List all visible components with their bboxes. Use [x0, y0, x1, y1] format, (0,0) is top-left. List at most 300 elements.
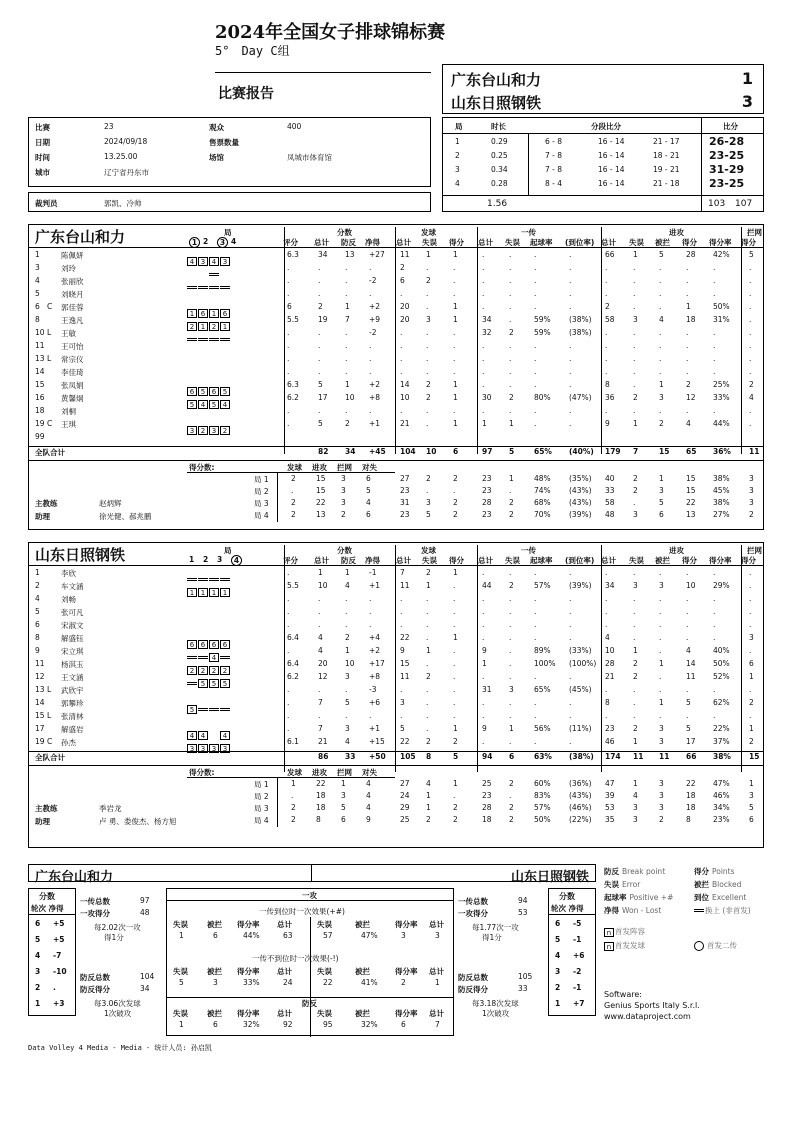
- player-number: 10: [35, 328, 45, 337]
- rotation-net: .: [53, 983, 56, 992]
- stat-ab: .: [659, 607, 662, 616]
- rotation-number: 3: [35, 967, 41, 976]
- stat-wl: +2: [369, 380, 381, 389]
- perset-bk: 1: [749, 779, 754, 788]
- perset-count: 4: [366, 803, 371, 812]
- center-value: 95: [323, 1020, 333, 1029]
- stat-rpos: .: [534, 633, 537, 642]
- total-at: 179: [605, 447, 621, 456]
- perset-ap: 15: [686, 486, 696, 495]
- stat-apc: .: [713, 568, 716, 577]
- stat-ap: .: [686, 276, 689, 285]
- stat-ae: 1: [633, 250, 638, 259]
- side-value: 34: [140, 984, 150, 993]
- total-se: 10: [426, 447, 437, 456]
- perset-rule: [29, 765, 763, 766]
- perset-count: 13: [316, 510, 326, 519]
- perset-count: 6: [366, 510, 371, 519]
- stat-re: .: [509, 250, 512, 259]
- stat-rpos: .: [534, 594, 537, 603]
- stat-bp: .: [345, 607, 348, 616]
- stat-bp: 5: [345, 698, 350, 707]
- set-partial-1: 8 - 4: [545, 179, 563, 188]
- legend-item: [694, 892, 746, 903]
- stat-v: 6.4: [287, 659, 299, 668]
- center-value: 41%: [361, 978, 378, 987]
- center-value: 32%: [361, 1020, 378, 1029]
- score-sets-a: 1: [741, 69, 753, 88]
- player-number: 18: [35, 406, 45, 415]
- set-partial-2: 16 - 14: [598, 137, 625, 146]
- rotation-title: 分数: [559, 892, 575, 901]
- total-tot: 86: [318, 752, 329, 761]
- perset-ae: 3: [633, 510, 638, 519]
- stat-se: .: [426, 354, 429, 363]
- stat-ap: 2: [686, 380, 691, 389]
- perset-rt: 23: [482, 791, 492, 800]
- side-value: 97: [140, 896, 150, 905]
- stat-ab: .: [659, 711, 662, 720]
- stat-bk: .: [749, 607, 752, 616]
- center-value: 1: [435, 978, 440, 987]
- center-col-head: 总计: [429, 1009, 444, 1018]
- label-spectators: 观众: [209, 123, 224, 132]
- stat-rpos: 100%: [534, 659, 556, 668]
- stat-ab: 1: [659, 659, 664, 668]
- perset-apc: 34%: [713, 803, 730, 812]
- set-col-num: 2: [203, 237, 209, 246]
- perset-set: 局 4: [254, 816, 269, 825]
- player-row: [29, 737, 763, 753]
- set-start-position: 6: [198, 640, 208, 649]
- stat-ap: 5: [686, 698, 691, 707]
- player-name: 车文涵: [61, 582, 84, 591]
- stat-se: .: [426, 620, 429, 629]
- legend-item: [604, 866, 665, 877]
- player-number: 5: [35, 289, 40, 298]
- col-header: 总计: [314, 238, 329, 247]
- perset-count: 9: [366, 815, 371, 824]
- legend-item: [604, 879, 640, 890]
- stat-rt: .: [482, 568, 485, 577]
- legend-value: Excellent: [712, 893, 747, 902]
- stat-se: 2: [426, 568, 431, 577]
- stat-ab: .: [659, 672, 662, 681]
- perset-ae: 1: [633, 779, 638, 788]
- center-value: 22: [323, 978, 333, 987]
- total-ap: 66: [686, 752, 697, 761]
- perset-at: 47: [605, 779, 615, 788]
- stat-wl: .: [369, 620, 372, 629]
- stat-bk: .: [749, 367, 752, 376]
- player-row: [29, 328, 763, 341]
- stat-tot: .: [318, 263, 321, 272]
- stat-ab: .: [659, 289, 662, 298]
- player-row: [29, 406, 763, 419]
- stat-apc: 37%: [713, 737, 730, 746]
- summary-team-b: 山东日照钢铁: [510, 870, 589, 885]
- stat-v: .: [287, 328, 290, 337]
- col-header: 净得: [365, 556, 380, 565]
- perset-set: 局 3: [254, 804, 269, 813]
- set-duration: 0.29: [491, 137, 508, 146]
- stat-bp: .: [345, 289, 348, 298]
- stat-ae: .: [633, 380, 636, 389]
- stat-wl: -1: [369, 568, 377, 577]
- perset-rpos: 74%: [534, 486, 551, 495]
- stat-wl: +8: [369, 393, 381, 402]
- stat-v: 6.4: [287, 633, 299, 642]
- set-duration: 0.28: [491, 179, 508, 188]
- total-re: 5: [509, 447, 515, 456]
- stat-apc: 25%: [713, 380, 730, 389]
- perset-rt: 23: [482, 510, 492, 519]
- set-start-position: 2: [198, 666, 208, 675]
- stat-se: .: [426, 263, 429, 272]
- center-col-head: 总计: [277, 1009, 292, 1018]
- perset-rpos: 50%: [534, 815, 551, 824]
- total-bk: 11: [749, 447, 760, 456]
- player-number: 6: [35, 302, 40, 311]
- legend-key: 被拦: [694, 880, 709, 889]
- center-col-head: 得分率: [237, 1009, 260, 1018]
- perset-col-head: 进攻: [312, 463, 327, 472]
- stat-ap: .: [686, 633, 689, 642]
- perset-rexc: (22%): [569, 815, 592, 824]
- stat-bk: .: [749, 328, 752, 337]
- stat-st: 22: [400, 737, 410, 746]
- stat-st: 7: [400, 568, 405, 577]
- legend-circle-icon: [694, 941, 704, 951]
- col-header: 失误: [422, 238, 437, 247]
- perset-apc: 38%: [713, 498, 730, 507]
- group-header: 进攻: [669, 228, 684, 237]
- perset-re: 2: [509, 803, 514, 812]
- center-col-head: 被拦: [207, 920, 222, 929]
- perset-se: 1: [426, 791, 431, 800]
- stat-re: .: [509, 341, 512, 350]
- software-line: www.dataproject.com: [604, 1012, 691, 1021]
- set-start-position: 1: [187, 309, 197, 318]
- stat-st: .: [400, 607, 403, 616]
- center-value: 7: [435, 1020, 440, 1029]
- value-time: 13.25.00: [104, 152, 138, 161]
- perset-count: 4: [366, 791, 371, 800]
- perset-ap: 15: [686, 474, 696, 483]
- set-col-num: 4: [231, 237, 237, 246]
- stat-st: 3: [400, 698, 405, 707]
- stat-at: 58: [605, 315, 615, 324]
- stat-wl: +2: [369, 302, 381, 311]
- player-row: [29, 380, 763, 396]
- rotation-number: 2: [555, 983, 561, 992]
- stat-sp: 1: [453, 393, 458, 402]
- col-header: 失误: [505, 556, 520, 565]
- set-num: 1: [455, 137, 460, 146]
- set-start-position: 1: [209, 309, 219, 318]
- side-value: 53: [518, 908, 528, 917]
- perset-re: 2: [509, 498, 514, 507]
- stat-rt: .: [482, 276, 485, 285]
- stat-v: .: [287, 568, 290, 577]
- stat-v: 6.2: [287, 672, 299, 681]
- center-col-head: 总计: [429, 920, 444, 929]
- sets-table: [442, 117, 764, 212]
- stat-ab: .: [659, 620, 662, 629]
- stat-apc: .: [713, 341, 716, 350]
- stat-st: 2: [400, 263, 405, 272]
- perset-st: 23: [400, 510, 410, 519]
- stat-wl: .: [369, 354, 372, 363]
- center-value: 44%: [243, 931, 260, 940]
- stat-ae: 3: [633, 581, 638, 590]
- side-note: 得1分: [104, 933, 124, 942]
- stat-re: 2: [509, 581, 514, 590]
- stat-se: .: [426, 367, 429, 376]
- legend-dash-icon: [694, 909, 704, 913]
- stat-rt: .: [482, 263, 485, 272]
- stat-wl: +4: [369, 633, 381, 642]
- player-name: 张清林: [61, 712, 84, 721]
- stat-bp: .: [345, 594, 348, 603]
- stat-rexc: (33%): [569, 646, 592, 655]
- player-row: [29, 607, 763, 620]
- stat-bp: 1: [345, 568, 350, 577]
- stat-v: .: [287, 341, 290, 350]
- stat-ae: .: [633, 698, 636, 707]
- stat-rexc: .: [569, 594, 572, 603]
- stat-bp: .: [345, 328, 348, 337]
- set-start-position: 5: [209, 400, 219, 409]
- set-start-position: 6: [198, 309, 208, 318]
- stat-rexc: .: [569, 380, 572, 389]
- side-label: 防反得分: [458, 985, 488, 994]
- perset-st: 29: [400, 803, 410, 812]
- group-header: 局: [224, 546, 232, 555]
- player-row: [29, 393, 763, 409]
- set-start-position: 4: [220, 731, 230, 740]
- stat-ap: .: [686, 568, 689, 577]
- set-partial-2: 16 - 14: [598, 165, 625, 174]
- set-start-position: 5: [198, 679, 208, 688]
- legend-item: [694, 879, 741, 890]
- stat-apc: .: [713, 354, 716, 363]
- stat-rpos: .: [534, 250, 537, 259]
- set-col-num: 3: [217, 237, 228, 248]
- stat-bk: .: [749, 685, 752, 694]
- perset-st: 27: [400, 779, 410, 788]
- stat-re: 1: [509, 419, 514, 428]
- stat-v: .: [287, 367, 290, 376]
- player-number: 15: [35, 380, 45, 389]
- perset-divider: [277, 472, 278, 522]
- player-name: 宋立琪: [61, 647, 84, 656]
- stat-wl: .: [369, 341, 372, 350]
- stat-apc: .: [713, 685, 716, 694]
- col-header: 净得: [365, 238, 380, 247]
- stat-ab: 1: [659, 698, 664, 707]
- stat-bp: .: [345, 354, 348, 363]
- stat-at: .: [605, 367, 608, 376]
- coach-label: 主教练: [35, 499, 58, 508]
- total-apc: 36%: [713, 447, 731, 456]
- set-num: 2: [455, 151, 460, 160]
- stat-re: 2: [509, 393, 514, 402]
- perset-ab: 3: [659, 779, 664, 788]
- player-name: 刘晓月: [61, 290, 84, 299]
- center-value: 3: [213, 978, 218, 987]
- software-line: Software:: [604, 990, 642, 999]
- rotation-box: [548, 888, 596, 1016]
- stat-bp: .: [345, 620, 348, 629]
- stat-bk: .: [749, 354, 752, 363]
- center-col-head: 失误: [173, 1009, 188, 1018]
- stat-rt: 30: [482, 393, 492, 402]
- center-col-head: 失误: [317, 967, 332, 976]
- total-label: 全队合计: [35, 448, 65, 457]
- set-start-position: 2: [187, 666, 197, 675]
- perset-count: 2: [341, 510, 346, 519]
- stat-bp: 4: [345, 737, 350, 746]
- col-header: 得分率: [709, 556, 732, 565]
- stat-ab: .: [659, 328, 662, 337]
- perset-ap: 22: [686, 779, 696, 788]
- perset-rpos: 83%: [534, 791, 551, 800]
- set-start-position: 2: [198, 426, 208, 435]
- stat-at: .: [605, 354, 608, 363]
- legend-value: Break point: [622, 867, 666, 876]
- stat-sp: 1: [453, 419, 458, 428]
- footer: Data Volley 4 Media - Media - 统计人员: 孙启凯: [28, 1044, 212, 1052]
- stat-apc: 31%: [713, 315, 730, 324]
- player-row: [29, 341, 763, 354]
- center-value: 5: [179, 978, 184, 987]
- center-col-head: 被拦: [355, 967, 370, 976]
- stat-ab: 3: [659, 737, 664, 746]
- set-start-position: 3: [187, 426, 197, 435]
- set-partial-1: 6 - 8: [545, 137, 563, 146]
- perset-rpos: 48%: [534, 474, 551, 483]
- player-name: 刘桐: [61, 407, 76, 416]
- perset-ab: 1: [659, 474, 664, 483]
- stat-ap: 28: [686, 250, 696, 259]
- stat-st: .: [400, 711, 403, 720]
- stat-rexc: .: [569, 250, 572, 259]
- stat-ap: 1: [686, 302, 691, 311]
- center-col-head: 失误: [173, 920, 188, 929]
- center-value: 6: [401, 1020, 406, 1029]
- perset-st: 24: [400, 791, 410, 800]
- center-value: 3: [435, 931, 440, 940]
- stat-apc: .: [713, 607, 716, 616]
- score-box: [442, 64, 764, 114]
- stat-se: .: [426, 711, 429, 720]
- perset-count: 3: [341, 486, 346, 495]
- perset-count: 2: [291, 474, 296, 483]
- stat-apc: 50%: [713, 302, 730, 311]
- stat-bk: .: [749, 711, 752, 720]
- col-header: (到位率): [565, 556, 595, 565]
- stat-wl: +17: [369, 659, 385, 668]
- perset-ab: 6: [659, 510, 664, 519]
- side-note: 1次破攻: [104, 1009, 132, 1018]
- stat-tot: .: [318, 607, 321, 616]
- side-label: 防反总数: [458, 973, 488, 982]
- perset-count: 4: [366, 779, 371, 788]
- set-start-position: 2: [209, 322, 219, 331]
- side-value: 48: [140, 908, 150, 917]
- stat-tot: 4: [318, 633, 323, 642]
- stat-rpos: .: [534, 289, 537, 298]
- set-partial-3: 21 - 18: [653, 179, 680, 188]
- stat-sp: .: [453, 620, 456, 629]
- stat-wl: +9: [369, 315, 381, 324]
- col-header: 得分: [682, 556, 697, 565]
- perset-col-head: 发球: [287, 463, 302, 472]
- stat-ab: 2: [659, 419, 664, 428]
- stat-tot: 7: [318, 698, 323, 707]
- total-st: 105: [400, 752, 416, 761]
- set-start-position: 4: [198, 731, 208, 740]
- col-header: 得分: [449, 556, 464, 565]
- stat-bp: 10: [345, 393, 355, 402]
- perset-rt: 23: [482, 486, 492, 495]
- stat-wl: -2: [369, 276, 377, 285]
- stat-ae: .: [633, 685, 636, 694]
- perset-rt: 25: [482, 779, 492, 788]
- perset-col-head: 对失: [362, 463, 377, 472]
- legend-key: 起球率: [604, 893, 627, 902]
- perset-rexc: (43%): [569, 486, 592, 495]
- stat-ap: 18: [686, 315, 696, 324]
- stat-re: .: [509, 698, 512, 707]
- stat-wl: .: [369, 607, 372, 616]
- stat-v: 5.5: [287, 315, 299, 324]
- coach-label: 主教练: [35, 804, 58, 813]
- total-wl: +50: [369, 752, 386, 761]
- stat-se: .: [426, 302, 429, 311]
- stat-v: 6.3: [287, 250, 299, 259]
- perset-se: 1: [426, 803, 431, 812]
- perset-label: 得分数:: [189, 768, 215, 777]
- player-row: [29, 367, 763, 380]
- col-header: 起球率: [530, 238, 553, 247]
- perset-count: 8: [316, 815, 321, 824]
- stat-ab: .: [659, 263, 662, 272]
- stat-rexc: .: [569, 419, 572, 428]
- player-name: 王文涵: [61, 673, 84, 682]
- perset-rexc: (43%): [569, 791, 592, 800]
- total-wl: +45: [369, 447, 386, 456]
- stat-at: 10: [605, 646, 615, 655]
- stat-apc: .: [713, 289, 716, 298]
- legend-key: 净得: [604, 906, 619, 915]
- stat-rexc: .: [569, 341, 572, 350]
- center-value: 6: [213, 931, 218, 940]
- stat-rexc: .: [569, 633, 572, 642]
- perset-st: 23: [400, 486, 410, 495]
- rotation-title: 分数: [39, 892, 55, 901]
- player-row: [29, 581, 763, 597]
- stat-tot: 20: [318, 659, 328, 668]
- stat-ap: 4: [686, 646, 691, 655]
- set-start-position: 5: [220, 679, 230, 688]
- stat-sp: .: [453, 646, 456, 655]
- total-ae: 7: [633, 447, 639, 456]
- sets-head-duration: 时长: [491, 122, 506, 131]
- set-partial-2: 16 - 14: [598, 151, 625, 160]
- perset-re: .: [509, 791, 512, 800]
